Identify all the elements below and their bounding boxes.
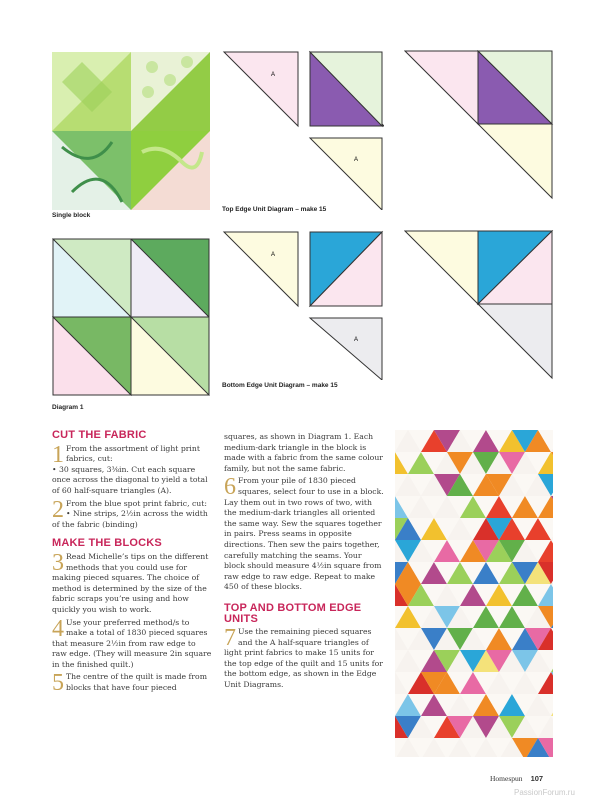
single-block-caption: Single block	[52, 212, 91, 219]
step-number: 1	[52, 441, 64, 468]
bottom-edge-pieces	[222, 230, 384, 380]
top-edge-unit	[404, 50, 554, 200]
diagram-1	[52, 238, 210, 396]
top-edge-caption: Top Edge Unit Diagram – make 15	[222, 206, 327, 213]
step-number: 3	[52, 549, 64, 576]
page-number: 107	[530, 774, 544, 783]
step-4-text: Use your preferred method/s to make a total of 1830 pieced squares that measure 2½in from raw edge to raw edge. (They will measure 2in square in the finished quilt.)	[52, 617, 212, 669]
step-7-text: Use the remaining pieced squares and the A half-square triangles of light print fabrics to make 15 units for the top edge of the quilt and 15 units for the bottom edge, as shown in the Edge Unit Diagrams.	[224, 627, 383, 690]
label-a: A	[271, 72, 276, 78]
triangle-a-pink	[224, 52, 298, 126]
column-1	[52, 429, 212, 697]
step-number: 4	[52, 615, 64, 642]
step-number: 7	[224, 625, 236, 652]
top-edge-pieces	[222, 50, 384, 210]
diagram1-caption: Diagram 1	[52, 404, 84, 411]
quilt-triangles	[395, 430, 553, 757]
single-block-illustration	[52, 52, 210, 210]
step-number: 2	[52, 496, 64, 523]
step-2-text: From the blue spot print fabric, cut:	[66, 498, 207, 508]
quilt-photo	[395, 430, 553, 757]
continued-text: squares, as shown in Diagram 1. Each medium-dark triangle in the block is made with a fabric from the same colour family, but not the same fabric.	[224, 432, 383, 473]
heading-cut-fabric: CUT THE FABRIC	[52, 429, 147, 441]
label-a: A	[354, 337, 359, 343]
bottom-edge-unit	[404, 230, 554, 380]
step-number: 5	[52, 670, 64, 697]
bullet-squares: • 30 squares, 3⅜in. Cut each square once across the diagonal to yield a total of 60 half-square triangles (A).	[52, 464, 208, 495]
step-number: 6	[224, 474, 236, 501]
heading-edge-units: TOP AND BOTTOM EDGE UNITS	[224, 601, 362, 625]
label-a: A	[354, 157, 359, 163]
bottom-edge-caption: Bottom Edge Unit Diagram – make 15	[222, 382, 338, 389]
heading-make-blocks: MAKE THE BLOCKS	[52, 537, 162, 550]
triangle-a-cream	[310, 138, 382, 210]
magazine-name: Homespun	[490, 774, 523, 783]
label-a: A	[271, 252, 276, 258]
column-2	[224, 432, 384, 691]
step-5-text: The centre of the quilt is made from blocks that have four pieced	[66, 672, 207, 693]
watermark: PassionForum.ru	[514, 788, 575, 797]
single-block-photo	[52, 52, 210, 210]
bullet-strips: • Nine strips, 2½in across the width of the fabric (binding)	[52, 509, 208, 529]
step-1-text: From the assortment of light print fabrics, cut:	[66, 443, 200, 464]
page-footer	[490, 774, 543, 783]
step-3-text: Read Michelle’s tips on the different methods that you could use for making pieced squares. The choice of method is determined by the size of the fabric scraps you’re using and how quickly you wish to work.	[52, 551, 209, 614]
step-6-text: From your pile of 1830 pieced squares, select four to use in a block. Lay them out in two rows of two, with the medium-dark triangles all oriented the same way. Sew the squares together in pairs. Press seams in opposite directions. Then sew the pairs together, carefully matching the seams. Your block should measure 4½in square from raw edge to raw edge. Repeat to make 450 of these blocks.	[224, 476, 384, 592]
